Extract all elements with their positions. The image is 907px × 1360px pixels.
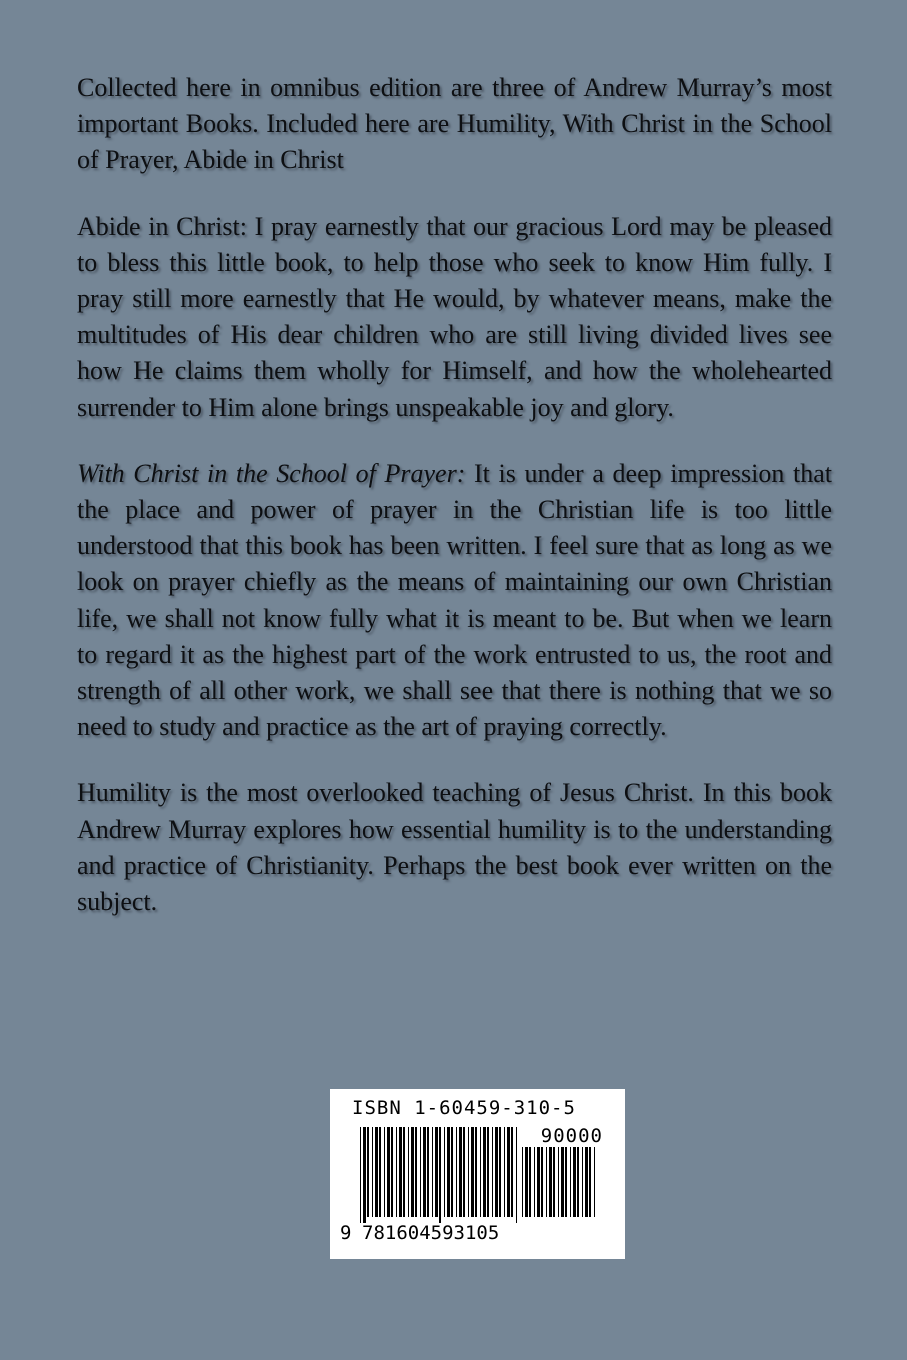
ean-barcode: [360, 1127, 520, 1223]
blurb-intro-paragraph: Collected here in omnibus edition are three of Andrew Murray’s most important Books. Included here are Humility, With Christ in the School of Prayer, Abide in Christ: [77, 73, 832, 175]
barcode-bar: [546, 1147, 547, 1217]
barcode-bar: [483, 1127, 486, 1217]
blurb-abide-paragraph: Abide in Christ: I pray earnestly that our gracious Lord may be pleased to bless this little book, to help those who seek to know Him fully. I pray still more earnestly that He would, by whatever means, make the multitudes of His dear children who are still living divided lives see how He claims them wholly for Himself, and how the wholehearted surrender to Him alone brings unspeakable joy and glory.: [77, 211, 832, 422]
blurb-humility-paragraph: Humility is the most overlooked teaching of Jesus Christ. In this book Andrew Murray explores how essential humility is to the understanding and practice of Christianity. Perhaps the best book ever written on the subject.: [77, 778, 832, 917]
barcode-bar: [558, 1147, 559, 1217]
barcode-bar: [372, 1127, 373, 1217]
barcode-bar: [577, 1147, 579, 1217]
blurb-text: [77, 70, 832, 920]
barcode-bar: [541, 1147, 543, 1217]
isbn-number: ISBN 1-60459-310-5: [352, 1097, 576, 1119]
barcode-bar: [387, 1127, 390, 1217]
barcode-bar: [415, 1127, 417, 1217]
ean-digits: [340, 1222, 499, 1244]
price-addon-barcode: [522, 1147, 598, 1223]
barcode-bar: [432, 1127, 433, 1217]
barcode-bar: [444, 1127, 445, 1217]
barcode-bar: [403, 1127, 405, 1217]
barcode-bar: [471, 1127, 474, 1217]
price-code: 90000: [540, 1125, 603, 1147]
barcode-bar: [525, 1147, 528, 1217]
barcode-bar: [360, 1127, 361, 1223]
barcode-bar: [573, 1147, 576, 1217]
barcode-bar: [499, 1127, 501, 1217]
barcode-bar: [399, 1127, 402, 1217]
barcode-bar: [459, 1127, 462, 1217]
barcode-bar: [553, 1147, 555, 1217]
barcode-bar: [549, 1147, 552, 1217]
barcode-bar: [495, 1127, 498, 1217]
barcode-bar: [516, 1127, 517, 1223]
barcode-bar: [427, 1127, 429, 1217]
barcode-bar: [537, 1147, 540, 1217]
barcode-bar: [492, 1127, 493, 1217]
barcode-bar: [487, 1127, 489, 1217]
barcode-bar: [391, 1127, 393, 1217]
barcode-label: [330, 1089, 625, 1259]
barcode-bar: [408, 1127, 409, 1217]
ean-first-digit: 9: [340, 1222, 352, 1244]
blurb-prayer-paragraph: [77, 456, 832, 746]
barcode-bar: [589, 1147, 591, 1217]
barcode-bar: [480, 1127, 481, 1217]
barcode-bar: [435, 1127, 438, 1217]
barcode-bar: [475, 1127, 477, 1217]
barcode-bar: [565, 1147, 567, 1217]
ean-remaining-digits: 781604593105: [362, 1222, 500, 1244]
barcode-bar: [463, 1127, 465, 1217]
barcode-bar: [367, 1127, 369, 1217]
barcode-bar: [507, 1127, 510, 1217]
barcode-bar: [585, 1147, 588, 1217]
barcode-bar: [456, 1127, 457, 1217]
barcode-bar: [522, 1147, 523, 1217]
barcode-bar: [594, 1147, 595, 1217]
prayer-paragraph-body: It is under a deep impression that the place and power of prayer in the Christian life is too little understood that this book has been written. I feel sure that as long as we look on prayer chiefly as the means of maintaining our own Christian life, we shall not know fully what it is meant to be. But when we learn to regard it as the highest part of the work entrusted to us, the root and strength of all other work, we shall see that there is nothing that we so need to study and practice as the art of praying correctly.: [77, 458, 832, 742]
barcode-bar: [451, 1127, 453, 1217]
barcode-bar: [420, 1127, 421, 1217]
barcode-bar: [582, 1147, 583, 1217]
prayer-book-title: With Christ in the School of Prayer:: [77, 458, 466, 488]
barcode-bar: [439, 1127, 441, 1223]
barcode-bar: [561, 1147, 564, 1217]
barcode-bar: [511, 1127, 513, 1217]
barcode-bar: [363, 1127, 366, 1223]
barcode-bar: [534, 1147, 535, 1217]
barcode-bar: [570, 1147, 571, 1217]
barcode-bar: [468, 1127, 469, 1217]
barcode-bar: [411, 1127, 414, 1217]
barcode-bar: [447, 1127, 450, 1217]
barcode-bar: [529, 1147, 531, 1217]
barcode-bar: [423, 1127, 426, 1217]
barcode-bar: [375, 1127, 378, 1217]
barcode-bar: [504, 1127, 505, 1217]
barcode-bar: [379, 1127, 381, 1217]
barcode-bar: [384, 1127, 385, 1217]
barcode-bar: [396, 1127, 397, 1217]
